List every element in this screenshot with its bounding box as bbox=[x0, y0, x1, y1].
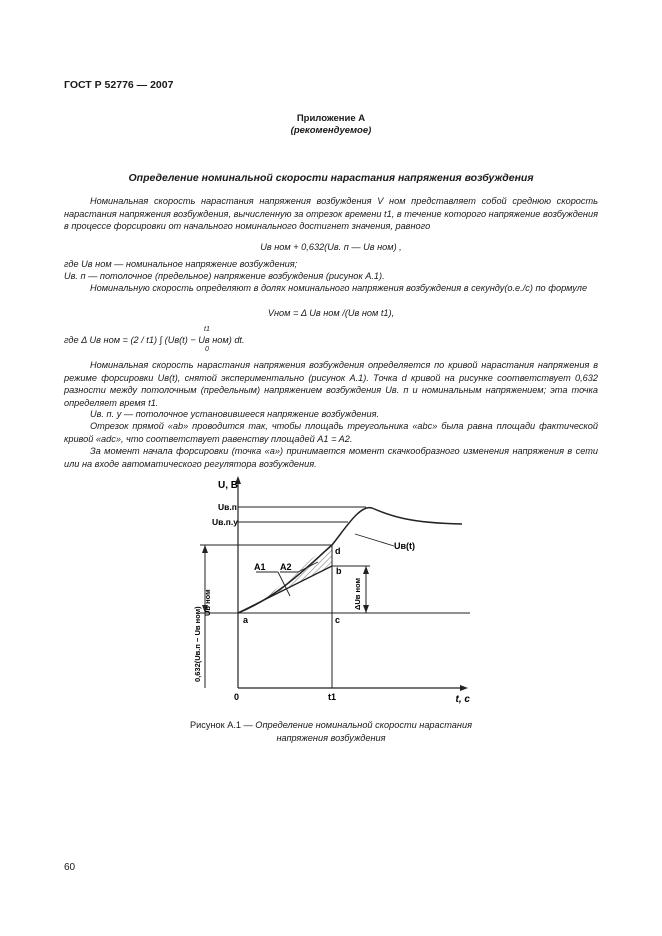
area-a2-label: A2 bbox=[280, 562, 292, 572]
formula-1: Uв ном + 0,632(Uв. п — Uв ном) , bbox=[260, 242, 402, 252]
y-axis-label: U, B bbox=[218, 480, 238, 491]
section-title: Определение номинальной скорости нарастания напряжения возбуждения bbox=[128, 172, 534, 184]
curve-u-t bbox=[238, 508, 462, 613]
paragraph-5: Отрезок прямой «ab» проводится так, чтобы площадь треугольника «abc» была равна площади фактической кривой «adc», что соответствует равенству площадей A1 = A2. bbox=[64, 421, 598, 444]
x-axis-label: t, c bbox=[455, 694, 470, 705]
appendix-subtitle: (рекомендуемое) bbox=[290, 125, 372, 136]
dim-delta-arrow-bottom bbox=[363, 605, 369, 613]
x-axis-arrow bbox=[460, 685, 468, 691]
area-hatch bbox=[238, 545, 332, 613]
dim-0632-label: 0,632(Uв.п − Uв ном) bbox=[193, 606, 202, 682]
caption-prefix: Рисунок А.1 — bbox=[190, 720, 256, 730]
point-b-label: b bbox=[336, 566, 342, 576]
paragraph-4: Uв. п. у — потолочное установившееся напряжение возбуждения. bbox=[90, 409, 380, 419]
point-a-label: a bbox=[243, 615, 249, 625]
paragraph-2: Номинальную скорость определяют в долях номинального напряжения возбуждения в секунду(о.е./с) по формуле bbox=[90, 283, 588, 293]
t1-label: t1 bbox=[328, 692, 337, 702]
curve-pointer bbox=[355, 534, 394, 546]
formula-2: Vном = Δ Uв ном /(Uв ном t1), bbox=[267, 308, 395, 318]
figure-a1 bbox=[170, 474, 490, 714]
point-d-label: d bbox=[335, 546, 341, 556]
integral-lower-limit: 0 bbox=[205, 346, 209, 353]
upy-label: Uв.п.у bbox=[212, 517, 238, 527]
curve-label: Uв(t) bbox=[394, 541, 416, 551]
paragraph-6: За момент начала форсировки (точка «а») принимается момент скачкообразного изменения напряжения в сети или на входе автоматического регулятора возбуждения. bbox=[64, 446, 598, 469]
where-line-2: Uв. п — потолочное (предельное) напряжение возбуждения (рисунок А.1). bbox=[64, 271, 385, 281]
integral-upper-limit: t1 bbox=[204, 326, 210, 333]
page-number: 60 bbox=[64, 862, 76, 873]
upp-label: Uв.п bbox=[218, 502, 237, 512]
unom-label: Uв ном bbox=[203, 589, 212, 616]
point-c-label: c bbox=[335, 615, 341, 625]
area-a1-label: A1 bbox=[254, 562, 266, 572]
dim-delta-arrow-top bbox=[363, 566, 369, 574]
where-line-1: где Uв ном — номинальное напряжение возбуждения; bbox=[64, 259, 298, 269]
document-code: ГОСТ Р 52776 — 2007 bbox=[64, 79, 174, 91]
delta-label: ΔUв ном bbox=[353, 577, 362, 610]
figure-caption bbox=[0, 719, 662, 744]
appendix-title: Приложение А bbox=[296, 113, 366, 124]
formula-3: где Δ Uв ном = (2 / t1) ∫ (Uв(t) − Uв ном) dt. bbox=[64, 335, 245, 345]
caption-line-2: напряжения возбуждения bbox=[276, 732, 386, 743]
paragraph-3: Номинальная скорость нарастания напряжения возбуждения определяется по кривой нарастания напряжения в режиме форсировки Uв(t), снятой экспериментально (рисунок А.1). Точка d кривой на рисунке соответствует 0,632 разности между потолочным (предельным) напряжением возбуждения Uв. п и номинальным напряжением; эта точка определяет время t1. bbox=[64, 360, 598, 408]
caption-line-1: Определение номинальной скорости нарастания bbox=[255, 720, 472, 730]
dim-arrow-top bbox=[202, 545, 208, 553]
paragraph-1: Номинальная скорость нарастания напряжения возбуждения V ном представляет собой среднюю скорость нарастания напряжения возбуждения, вычисленную за отрезок времени t1, в течение которого напряжение возбуждения в процессе форсировки от начального номинального достигнет значения, равного bbox=[64, 196, 598, 231]
origin-label: 0 bbox=[234, 692, 240, 702]
